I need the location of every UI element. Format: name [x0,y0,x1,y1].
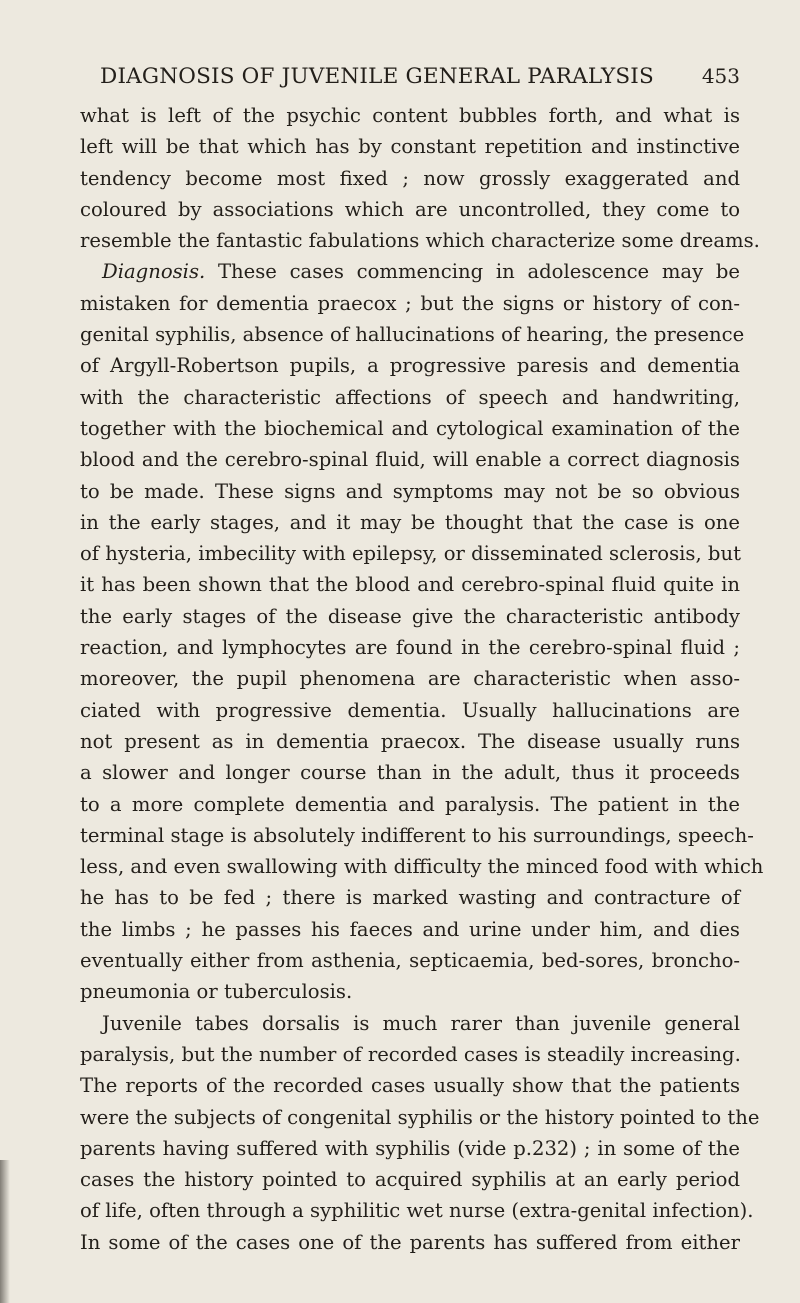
text-line [80,256,740,287]
text-line: cases the history pointed to acquired syphilis at an early period [80,1168,740,1192]
text-line: moreover, the pupil phenomena are characteristic when asso- [80,667,740,691]
text-line: pneumonia or tuberculosis. [80,980,353,1004]
text-line: to be made. These signs and symptoms may not be so obvious [80,479,740,503]
text-line-rest: These cases commencing in adolescence may be [217,260,740,284]
text-line: mistaken for dementia praecox ; but the signs or history of con- [80,291,740,315]
running-title: DIAGNOSIS OF JUVENILE GENERAL PARALYSIS [100,64,654,89]
binding-shadow [0,1160,10,1303]
text-line: Juvenile tabes dorsalis is much rarer than juvenile general [102,1011,740,1035]
text-line: the early stages of the disease give the characteristic antibody [80,604,740,628]
text-line: less, and even swallowing with difficulty the minced food with which [80,855,764,879]
text-line: left will be that which has by constant repetition and instinctive [80,135,740,159]
text-line: he has to be fed ; there is marked wasting and contracture of [80,886,740,910]
text-line: parents having suffered with syphilis (vide p.232) ; in some of the [80,1136,740,1160]
text-line: terminal stage is absolutely indifferent to his surroundings, speech- [80,823,754,847]
page-number: 453 [701,64,740,88]
text-line: in the early stages, and it may be thought that the case is one [80,510,740,534]
text-line: of Argyll-Robertson pupils, a progressive paresis and dementia [80,354,740,378]
text-line: In some of the cases one of the parents has suffered from either [80,1230,740,1254]
text-line: with the characteristic affections of speech and handwriting, [80,385,740,409]
text-line: of life, often through a syphilitic wet nurse (extra-genital infection). [80,1199,754,1223]
text-line: the limbs ; he passes his faeces and urine under him, and dies [80,917,740,941]
running-head [100,64,740,92]
text-line: what is left of the psychic content bubbles forth, and what is [80,104,740,127]
text-line: reaction, and lymphocytes are found in the cerebro-spinal fluid ; [80,636,740,660]
text-line: resemble the fantastic fabulations which characterize some dreams. [80,229,760,253]
text-line: genital syphilis, absence of hallucinations of hearing, the presence [80,323,745,347]
text-line: together with the biochemical and cytological examination of the [80,416,740,440]
text-line: were the subjects of congenital syphilis or the history pointed to the [80,1105,760,1129]
text-line: tendency become most fixed ; now grossly exaggerated and [80,166,740,190]
text-line: blood and the cerebro-spinal fluid, will enable a correct diagnosis [80,448,740,472]
text-line: eventually either from asthenia, septicaemia, bed-sores, broncho- [80,949,740,973]
body-text [80,100,764,1258]
text-line: of hysteria, imbecility with epilepsy, or disseminated sclerosis, but [80,542,741,566]
text-line: a slower and longer course than in the adult, thus it proceeds [80,761,740,785]
text-line: ciated with progressive dementia. Usually hallucinations are [80,698,740,722]
text-line: The reports of the recorded cases usually show that the patients [80,1074,740,1098]
text-line: not present as in dementia praecox. The disease usually runs [80,729,740,753]
text-line: coloured by associations which are uncontrolled, they come to [80,197,740,221]
text-line: paralysis, but the number of recorded cases is steadily increasing. [80,1042,741,1066]
text-line: to a more complete dementia and paralysis. The patient in the [80,792,740,816]
italic-heading: Diagnosis. [102,260,206,284]
text-line: it has been shown that the blood and cerebro-spinal fluid quite in [80,573,740,597]
